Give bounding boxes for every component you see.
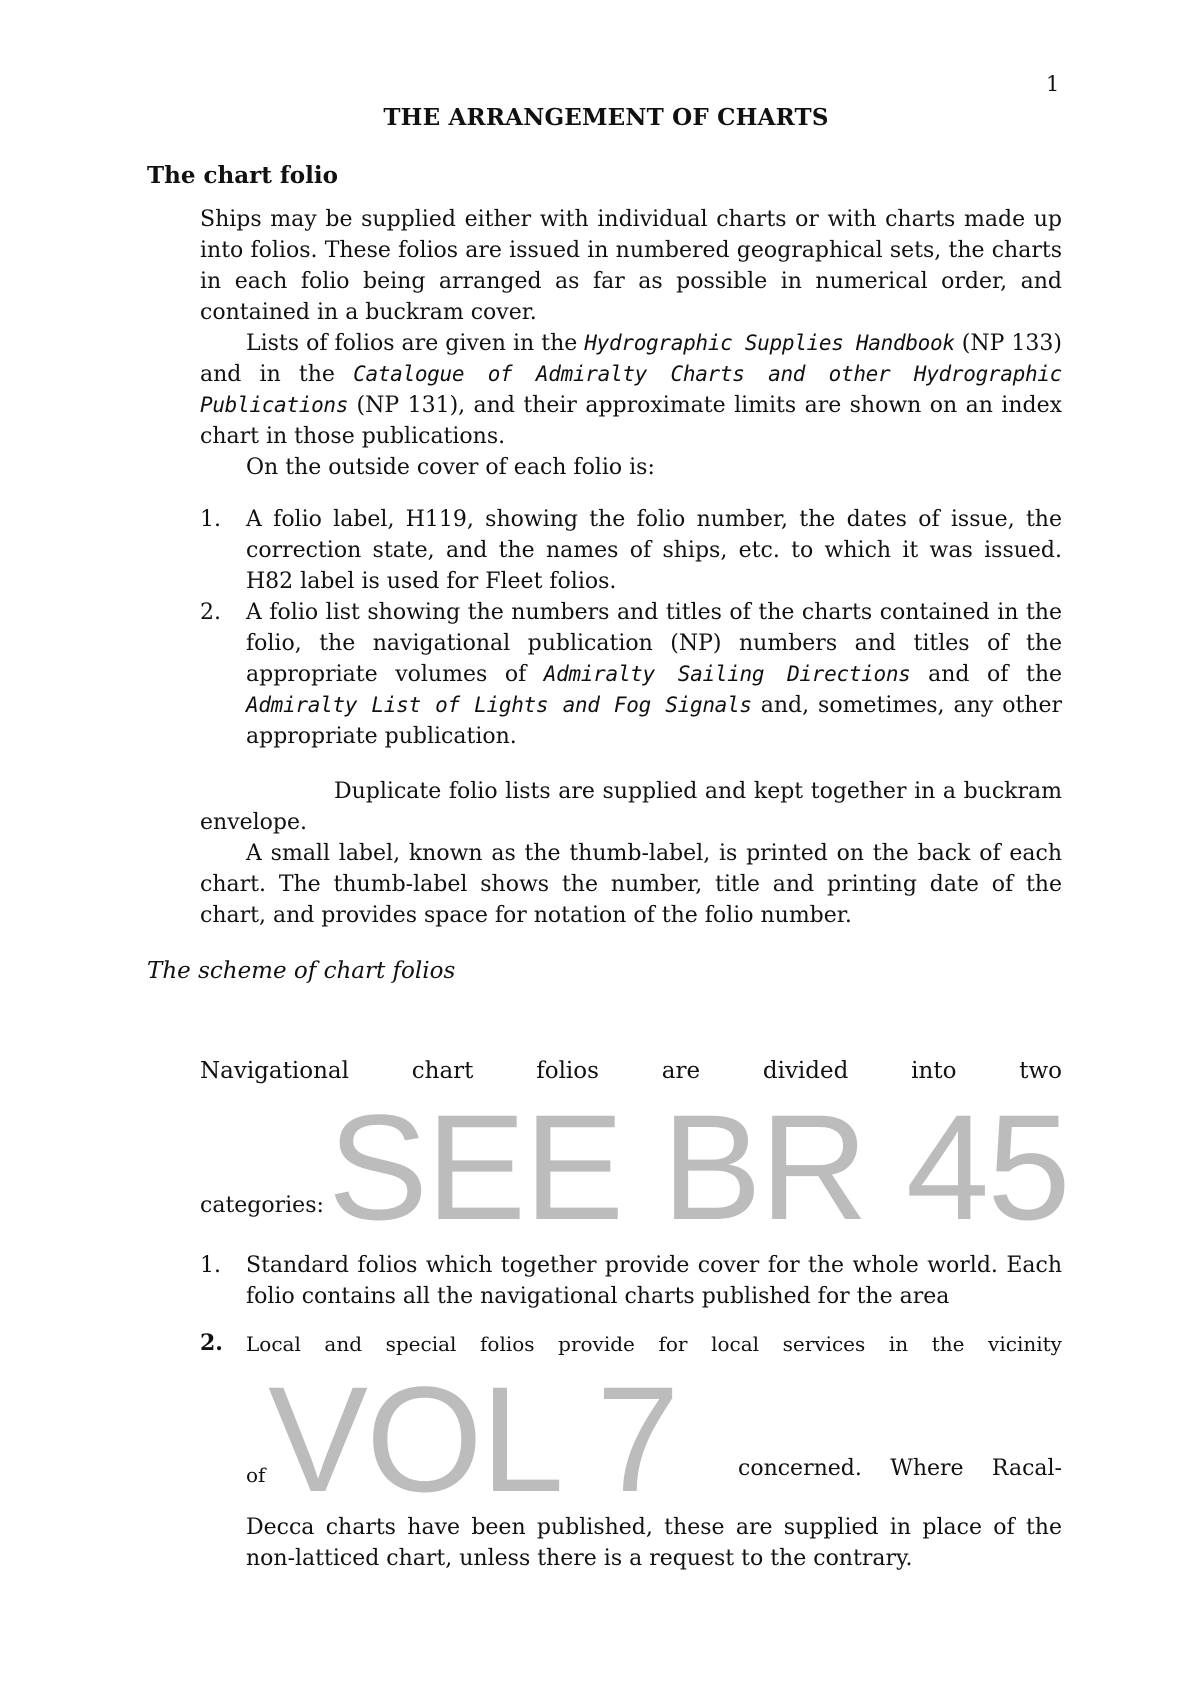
categories-word: categories:: [200, 1193, 324, 1218]
paragraph-duplicate-lists: Duplicate folio lists are supplied and kept together in a buckram: [334, 779, 1062, 804]
list-number: 2.: [200, 600, 221, 625]
word: Racal-: [991, 1456, 1062, 1481]
list-item: [200, 504, 1062, 597]
word: divided: [762, 1058, 849, 1084]
book-title: Hydrographic Supplies Handbook: [584, 331, 955, 355]
paragraph-folios: Ships may be supplied either with individual charts or with charts made up into folios. These folios are issued in numbered geographical sets, the charts in each folio being arranged as far as possible in numerical order, and contained in a buckram cover.: [200, 207, 1062, 325]
list-item: 2. A folio list showing the numbers and titles of the charts contained in the folio, the navigational publication (NP) numbers and titles of the appropriate volumes of Admiralty Sailing Directions and of the Admiralty List of Lights and Fog Signals and, sometimes, any other appropriate publication.: [200, 597, 1062, 752]
list-number: 2.: [200, 1330, 223, 1356]
word: of: [246, 1463, 266, 1487]
section-heading: The chart folio: [147, 162, 338, 189]
word: provide: [558, 1332, 635, 1356]
word: concerned.: [738, 1456, 862, 1481]
list-number: 1.: [200, 507, 221, 532]
cover-items-list: [200, 504, 1062, 752]
intro-block: [200, 204, 1062, 483]
list-item: [200, 1250, 1062, 1312]
word: are: [661, 1058, 701, 1084]
word: Local: [246, 1332, 301, 1356]
word: into: [911, 1058, 957, 1084]
list-item-text: A folio label, H119, showing the folio number, the dates of issue, the correction state, and the names of ships, etc. to which it was issued. H82 label is used for Fleet folios.: [246, 507, 1062, 594]
subheading: The scheme of chart folios: [147, 958, 456, 984]
word: two: [1019, 1058, 1062, 1084]
word: local: [711, 1332, 760, 1356]
spread-line: [738, 1456, 1062, 1481]
word: folios: [536, 1058, 599, 1084]
watermark: VOL 7: [268, 1355, 678, 1523]
folio-categories-list: [200, 1250, 1062, 1312]
word: the: [931, 1332, 965, 1356]
page-number: 1: [1046, 72, 1060, 96]
word: special: [385, 1332, 457, 1356]
word: for: [658, 1332, 688, 1356]
word: services: [782, 1332, 866, 1356]
paragraph-outside-cover: On the outside cover of each folio is:: [246, 455, 655, 480]
spread-line: [246, 1332, 1062, 1356]
watermark: SEE BR 45: [328, 1083, 1069, 1251]
word: folios: [480, 1332, 535, 1356]
list-number: 1.: [200, 1253, 221, 1278]
list-item-text: Standard folios which together provide cover for the whole world. Each folio contains all the navigational charts published for the area: [246, 1253, 1062, 1309]
paragraph-racal-decca: Decca charts have been published, these are supplied in place of the non-latticed chart, unless there is a request to the contrary.: [246, 1515, 1062, 1571]
book-title: Admiralty List of Lights and Fog Signals: [246, 693, 752, 717]
paragraph-lists-of-folios: Lists of folios are given in the Hydrographic Supplies Handbook (NP 133) and in the Catalogue of Admiralty Charts and other Hydrographic Publications (NP 131), and their approximate limits are shown on an index chart in those publications.: [200, 331, 1063, 449]
book-title: Admiralty Sailing Directions: [543, 662, 911, 686]
word: Where: [890, 1456, 964, 1481]
page-title: THE ARRANGEMENT OF CHARTS: [383, 104, 829, 131]
spread-line: [200, 1058, 1062, 1084]
word: Navigational: [200, 1058, 349, 1084]
book-title: Catalogue of Admiralty Charts and other Hydrographic Publications: [200, 362, 1062, 417]
paragraph-thumb-label: A small label, known as the thumb-label, is printed on the back of each chart. The thumb-label shows the number, title and printing date of the chart, and provides space for notation of the folio number.: [200, 841, 1062, 928]
duplicate-lists-block: [200, 776, 1062, 931]
word: vicinity: [988, 1332, 1062, 1356]
word: chart: [411, 1058, 474, 1084]
word: in: [888, 1332, 909, 1356]
word: and: [324, 1332, 363, 1356]
paragraph-duplicate-lists-end: envelope.: [200, 810, 308, 835]
